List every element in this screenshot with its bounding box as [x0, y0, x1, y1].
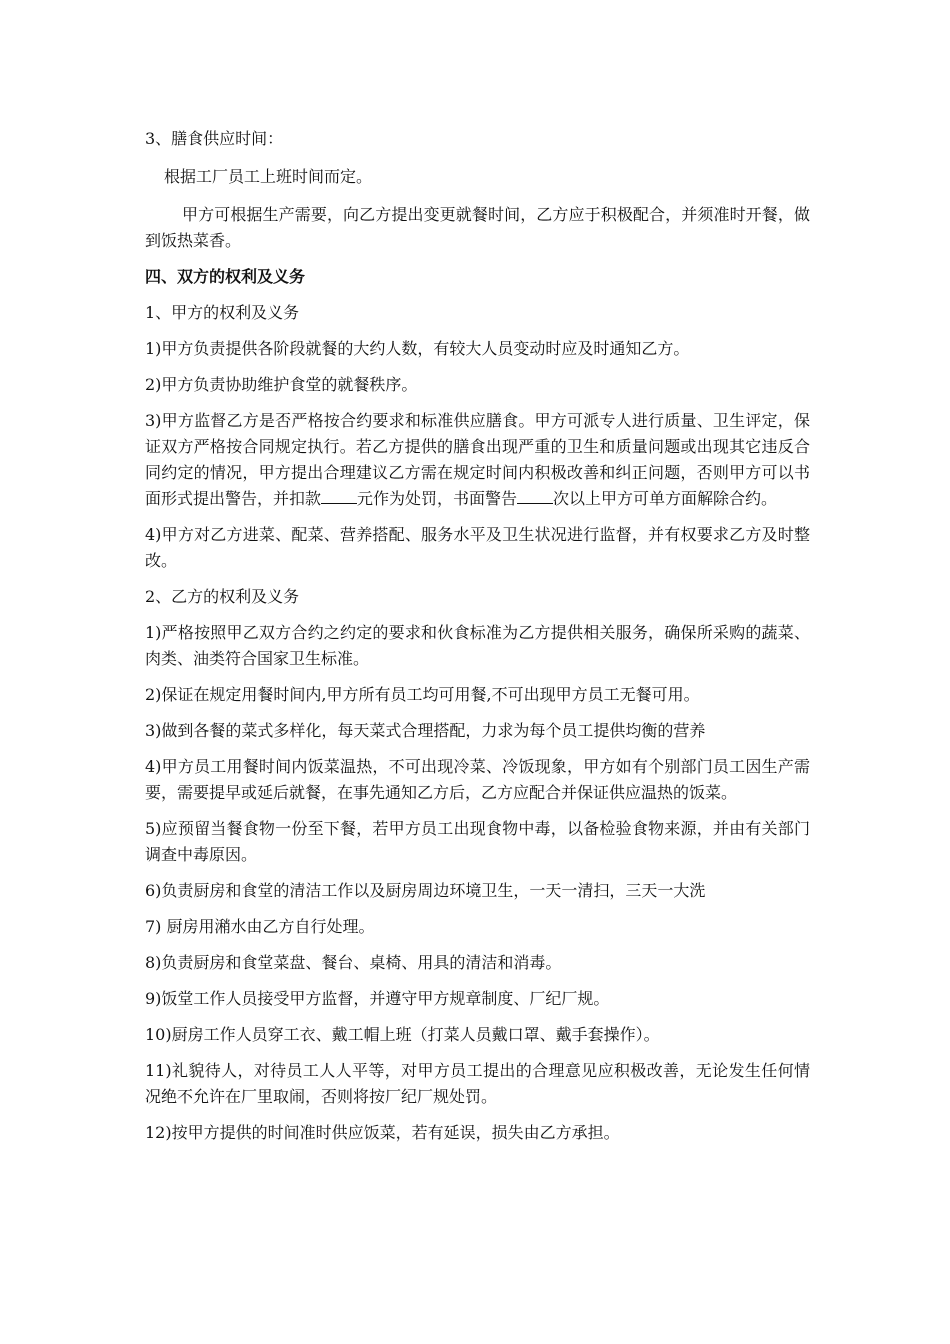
- party-b-item-11: 11)礼貌待人，对待员工人人平等，对甲方员工提出的合理意见应积极改善，无论发生任何情况绝不允许在厂里取闹，否则将按厂纪厂规处罚。: [145, 1061, 810, 1106]
- party-b-item-7: 7) 厨房用潲水由乙方自行处理。: [145, 917, 375, 936]
- party-a-item-3-text-1: 3)甲方监督乙方是否严格按合约要求和标准供应膳食。甲方可派专人进行质量、卫生评定，保证双方严格按合同规定执行。若乙方提供的膳食出现严重的卫生和质量问题或出现其它违反合同约定的情况，甲方提出合理建议乙方需在规定时间内积极改善和纠正问题，否则甲方可以书面形式提出警告，并扣款: [145, 411, 810, 508]
- party-a-item-2: 2)甲方负责协助维护食堂的就餐秩序。: [145, 375, 418, 394]
- party-a-item-3-text-2: 元作为处罚，书面警告: [357, 489, 518, 508]
- party-b-item-1: 1)严格按照甲乙双方合约之约定的要求和伙食标准为乙方提供相关服务，确保所采购的蔬菜、肉类、油类符合国家卫生标准。: [145, 623, 810, 668]
- party-b-item-10: 10)厨房工作人员穿工衣、戴工帽上班（打菜人员戴口罩、戴手套操作）。: [145, 1025, 660, 1044]
- party-a-item-3-text-3: 次以上甲方可单方面解除合约。: [553, 489, 778, 508]
- party-b-item-2: 2)保证在规定用餐时间内,甲方所有员工均可用餐,不可出现甲方员工无餐可用。: [145, 685, 700, 704]
- party-a-item-3: [145, 408, 810, 512]
- party-b-item-8: 8)负责厨房和食堂菜盘、餐台、桌椅、用具的清洁和消毒。: [145, 953, 562, 972]
- party-b-item-5: 5)应预留当餐食物一份至下餐，若甲方员工出现食物中毒，以备检验食物来源，并由有关部门调查中毒原因。: [145, 819, 810, 864]
- party-b-title: 2、乙方的权利及义务: [145, 587, 300, 606]
- fine-amount-blank: [321, 489, 357, 504]
- party-b-item-4: 4)甲方员工用餐时间内饭菜温热，不可出现冷菜、冷饭现象，甲方如有个别部门员工因生产需要，需要提早或延后就餐，在事先通知乙方后，乙方应配合并保证供应温热的饭菜。: [145, 757, 810, 802]
- party-b-item-6: 6)负责厨房和食堂的清洁工作以及厨房周边环境卫生，一天一清扫，三天一大洗: [145, 881, 706, 900]
- section-3-paragraph-2: 甲方可根据生产需要，向乙方提出变更就餐时间，乙方应于积极配合，并须准时开餐，做到饭热菜香。: [145, 205, 810, 250]
- party-b-item-9: 9)饭堂工作人员接受甲方监督，并遵守甲方规章制度、厂纪厂规。: [145, 989, 610, 1008]
- section-3-title: 3、膳食供应时间：: [145, 129, 284, 148]
- section-4-heading: 四、双方的权利及义务: [145, 267, 306, 286]
- section-3-paragraph-1: 根据工厂员工上班时间而定。: [164, 167, 373, 186]
- party-b-item-12: 12)按甲方提供的时间准时供应饭菜，若有延误，损失由乙方承担。: [145, 1123, 620, 1142]
- party-a-item-4: 4)甲方对乙方进菜、配菜、营养搭配、服务水平及卫生状况进行监督，并有权要求乙方及时整改。: [145, 525, 810, 570]
- warning-count-blank: [517, 489, 553, 504]
- party-b-item-3: 3)做到各餐的菜式多样化，每天菜式合理搭配，力求为每个员工提供均衡的营养: [145, 721, 706, 740]
- document-page: [145, 126, 810, 1156]
- party-a-title: 1、甲方的权利及义务: [145, 303, 300, 322]
- party-a-item-1: 1)甲方负责提供各阶段就餐的大约人数，有较大人员变动时应及时通知乙方。: [145, 339, 690, 358]
